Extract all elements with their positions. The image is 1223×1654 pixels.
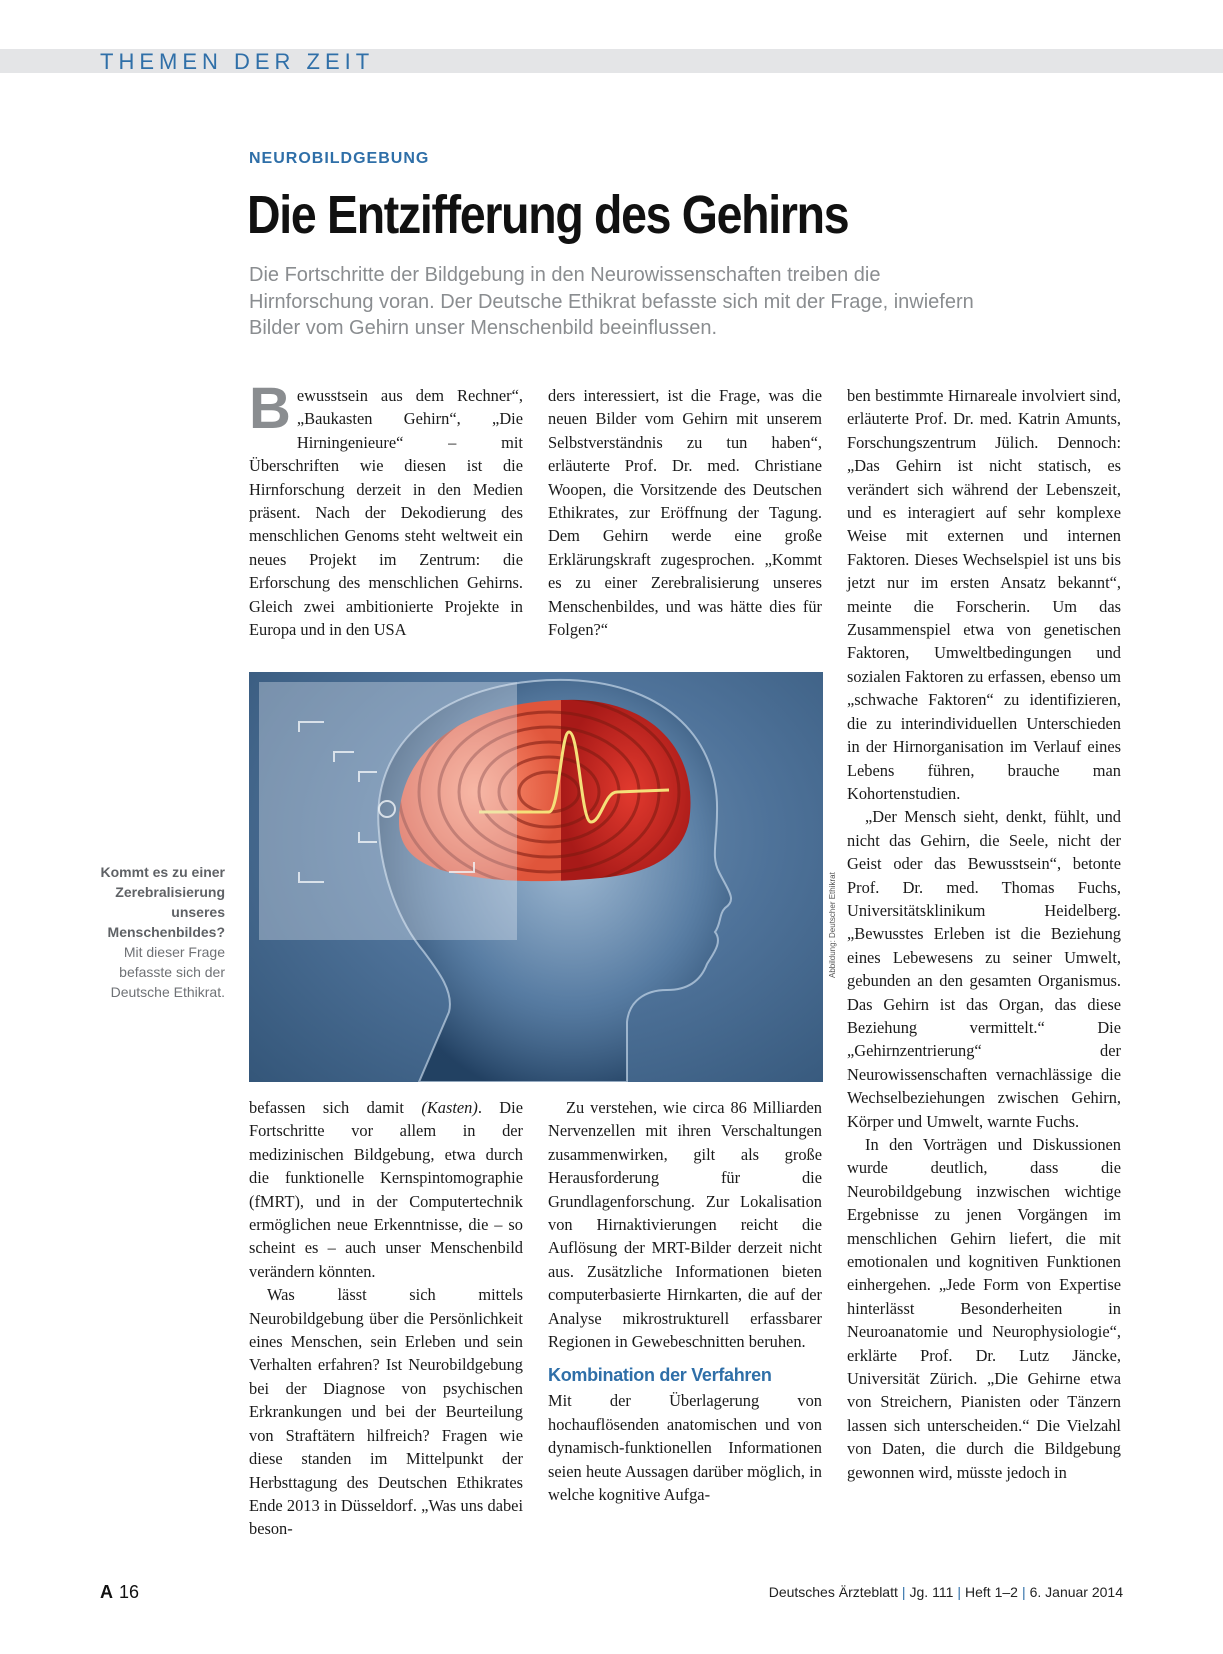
page-letter: A [100,1582,113,1602]
paragraph: „Der Mensch sieht, denkt, fühlt, und nicht das Gehirn, die Seele, nicht der Geist oder das Bewusstsein“, betonte Prof. Dr. med. Thomas Fuchs, Universitätsklinikum Heidelberg. „Bewusstes Erleben ist die Beziehung eines Lebewesens zu seiner Umwelt, gebunden an den gesamten Organismus. Das Gehirn ist das Organ, das diese Beziehung vermittelt.“ Die „Gehirnzentrierung“ der Neurowissenschaften vernachlässige die Wechselbeziehungen zwischen Gehirn, Körper und Umwelt, warnte Fuchs. [847,807,1121,1131]
caption-question: Kommt es zu einer Zerebralisierung unseres Menschenbildes? [100,864,225,940]
journal-issue: Heft 1–2 [965,1584,1018,1600]
paragraph: Zu verstehen, wie circa 86 Milliarden Nervenzellen mit ihren Verschaltungen zusammenwirken, gilt als große Herausforderung für die Grundlagenforschung. Zur Lokalisation von Hirnaktivierungen reicht die Auflösung der MRT-Bilder derzeit nicht aus. Zusätzliche Informationen bieten computerbasierte Hirnkarten, die auf der Analyse mikrostrukturell erfassbarer Regionen in Gewebeschnitten beruhen. [548,1098,822,1352]
paragraph: ders interessiert, ist die Frage, was die neuen Bilder vom Gehirn mit unserem Selbstverständnis zu tun haben“, erläuterte Prof. Dr. med. Christiane Woopen, die Vorsitzende des Deutschen Ethikrates, zur Eröffnung der Tagung. Dem Gehirn werde eine große Erklärungskraft zugesprochen. „Kommt es zu einer Zerebralisierung unseres Menschenbildes, und was hätte dies für Folgen?“ [548,386,822,640]
section-label: THEMEN DER ZEIT [100,49,375,74]
journal-name: Deutsches Ärzteblatt [768,1584,898,1600]
figure-caption [80,862,225,1002]
page-number [100,1582,139,1603]
subheading: Kombination der Verfahren [548,1365,772,1386]
paragraph-text: ewusstsein aus dem Rechner“, „Baukasten Gehirn“, „Die Hirningenieure“ – mit Überschriften wie diesen ist die Hirnforschung derzeit in den Medien präsent. Nach der Dekodierung des menschlichen Genoms steht weltweit ein neues Projekt im Zentrum: die Erforschung des menschlichen Gehirns. Gleich zwei ambitionierte Projekte in Europa und in den USA [249,386,523,640]
paragraph: ben bestimmte Hirnareale involviert sind, erläuterte Prof. Dr. med. Katrin Amunts, Forschungszentrum Jülich. Dennoch: „Das Gehirn ist nicht statisch, es verändert sich während der Lebenszeit, und es interagiert auf sehr komplexe Weise mit externen und internen Faktoren. Dieses Wechselspiel ist uns bis jetzt nur im ersten Ansatz bekannt“, meinte die Forscherin. Um das Zusammenspiel etwa von genetischen Faktoren, Umweltbedingungen und sozialen Faktoren zu erfassen, ebenso um „schwache Faktoren“ zu identifizieren, die zu interindividuellen Unterschieden in der Hirnorganisation im Verlauf eines Lebens führen, brauche man Kohortenstudien. [847,386,1121,803]
column-2-bottom [548,1096,822,1507]
journal-date: 6. Januar 2014 [1029,1584,1123,1600]
paragraph [249,1096,523,1283]
paragraph-text: befassen sich damit [249,1098,422,1117]
article-kicker: NEUROBILDGEBUNG [249,150,430,167]
paragraph-text: . Die Fortschritte vor allem in der medizinischen Bildgebung, etwa durch die funktionelle Kernspintomographie (fMRT), und in der Computertechnik ermöglichen neue Erkenntnisse, die – so scheint es – auch unser Menschenbild verändern könnten. [249,1098,523,1281]
page-number-value: 16 [119,1582,140,1602]
head-profile-image [249,672,823,1082]
caption-text: Mit dieser Frage befasste sich der Deutsche Ethikrat. [110,944,225,1000]
brain-illustration [249,672,823,1082]
article-title: Die Entzifferung des Gehirns [247,185,849,245]
journal-info: Deutsches Ärzteblatt | Jg. 111 | Heft 1–2 | 6. Januar 2014 [768,1584,1123,1600]
column-1-top [249,376,523,641]
article-lead: Die Fortschritte der Bildgebung in den Neurowissenschaften treiben die Hirnforschung voran. Der Deutsche Ethikrat befasste sich mit der Frage, inwiefern Bilder vom Gehirn unser Menschenbild beeinflussen. [249,264,974,339]
paragraph: Was lässt sich mittels Neurobildgebung über die Persönlichkeit eines Menschen, sein Erleben und sein Verhalten erfahren? Ist Neurobildgebung bei der Diagnose von psychischen Erkrankungen und bei der Beurteilung von Straftätern hilfreich? Fragen wie diese standen im Mittelpunkt der Herbsttagung des Deutschen Ethikrates Ende 2013 in Düsseldorf. „Was uns dabei beson- [249,1285,523,1539]
paragraph: Mit der Überlagerung von hochauflösenden anatomischen und von dynamisch-funktionellen Informationen seien heute Aussagen darüber möglich, in welche kognitive Aufga- [548,1391,822,1505]
image-credit: Abbildung: Deutscher Ethikrat [828,872,837,978]
box-reference: (Kasten) [421,1098,478,1117]
paragraph: In den Vorträgen und Diskussionen wurde deutlich, dass die Neurobildgebung inzwischen wichtige Ergebnisse zu jenen Vorgängen im menschlichen Gehirn liefert, die mit emotionalen und kognitiven Funktionen einhergehen. „Jede Form von Expertise hinterlässt Besonderheiten in Neuroanatomie und Neurophysiologie“, erklärte Prof. Dr. Lutz Jäncke, Universität Zürich. „Die Gehirne etwa von Streichern, Pianisten oder Tänzern lassen sich unterscheiden.“ Die Vielzahl von Daten, die durch die Bildgebung gewonnen wird, müsste jedoch in [847,1135,1121,1482]
paragraph [249,376,523,641]
column-3 [847,384,1121,1484]
column-1-bottom [249,1096,523,1541]
drop-cap: B [249,376,291,441]
column-2-top [548,384,822,641]
journal-volume: Jg. 111 [909,1584,954,1600]
